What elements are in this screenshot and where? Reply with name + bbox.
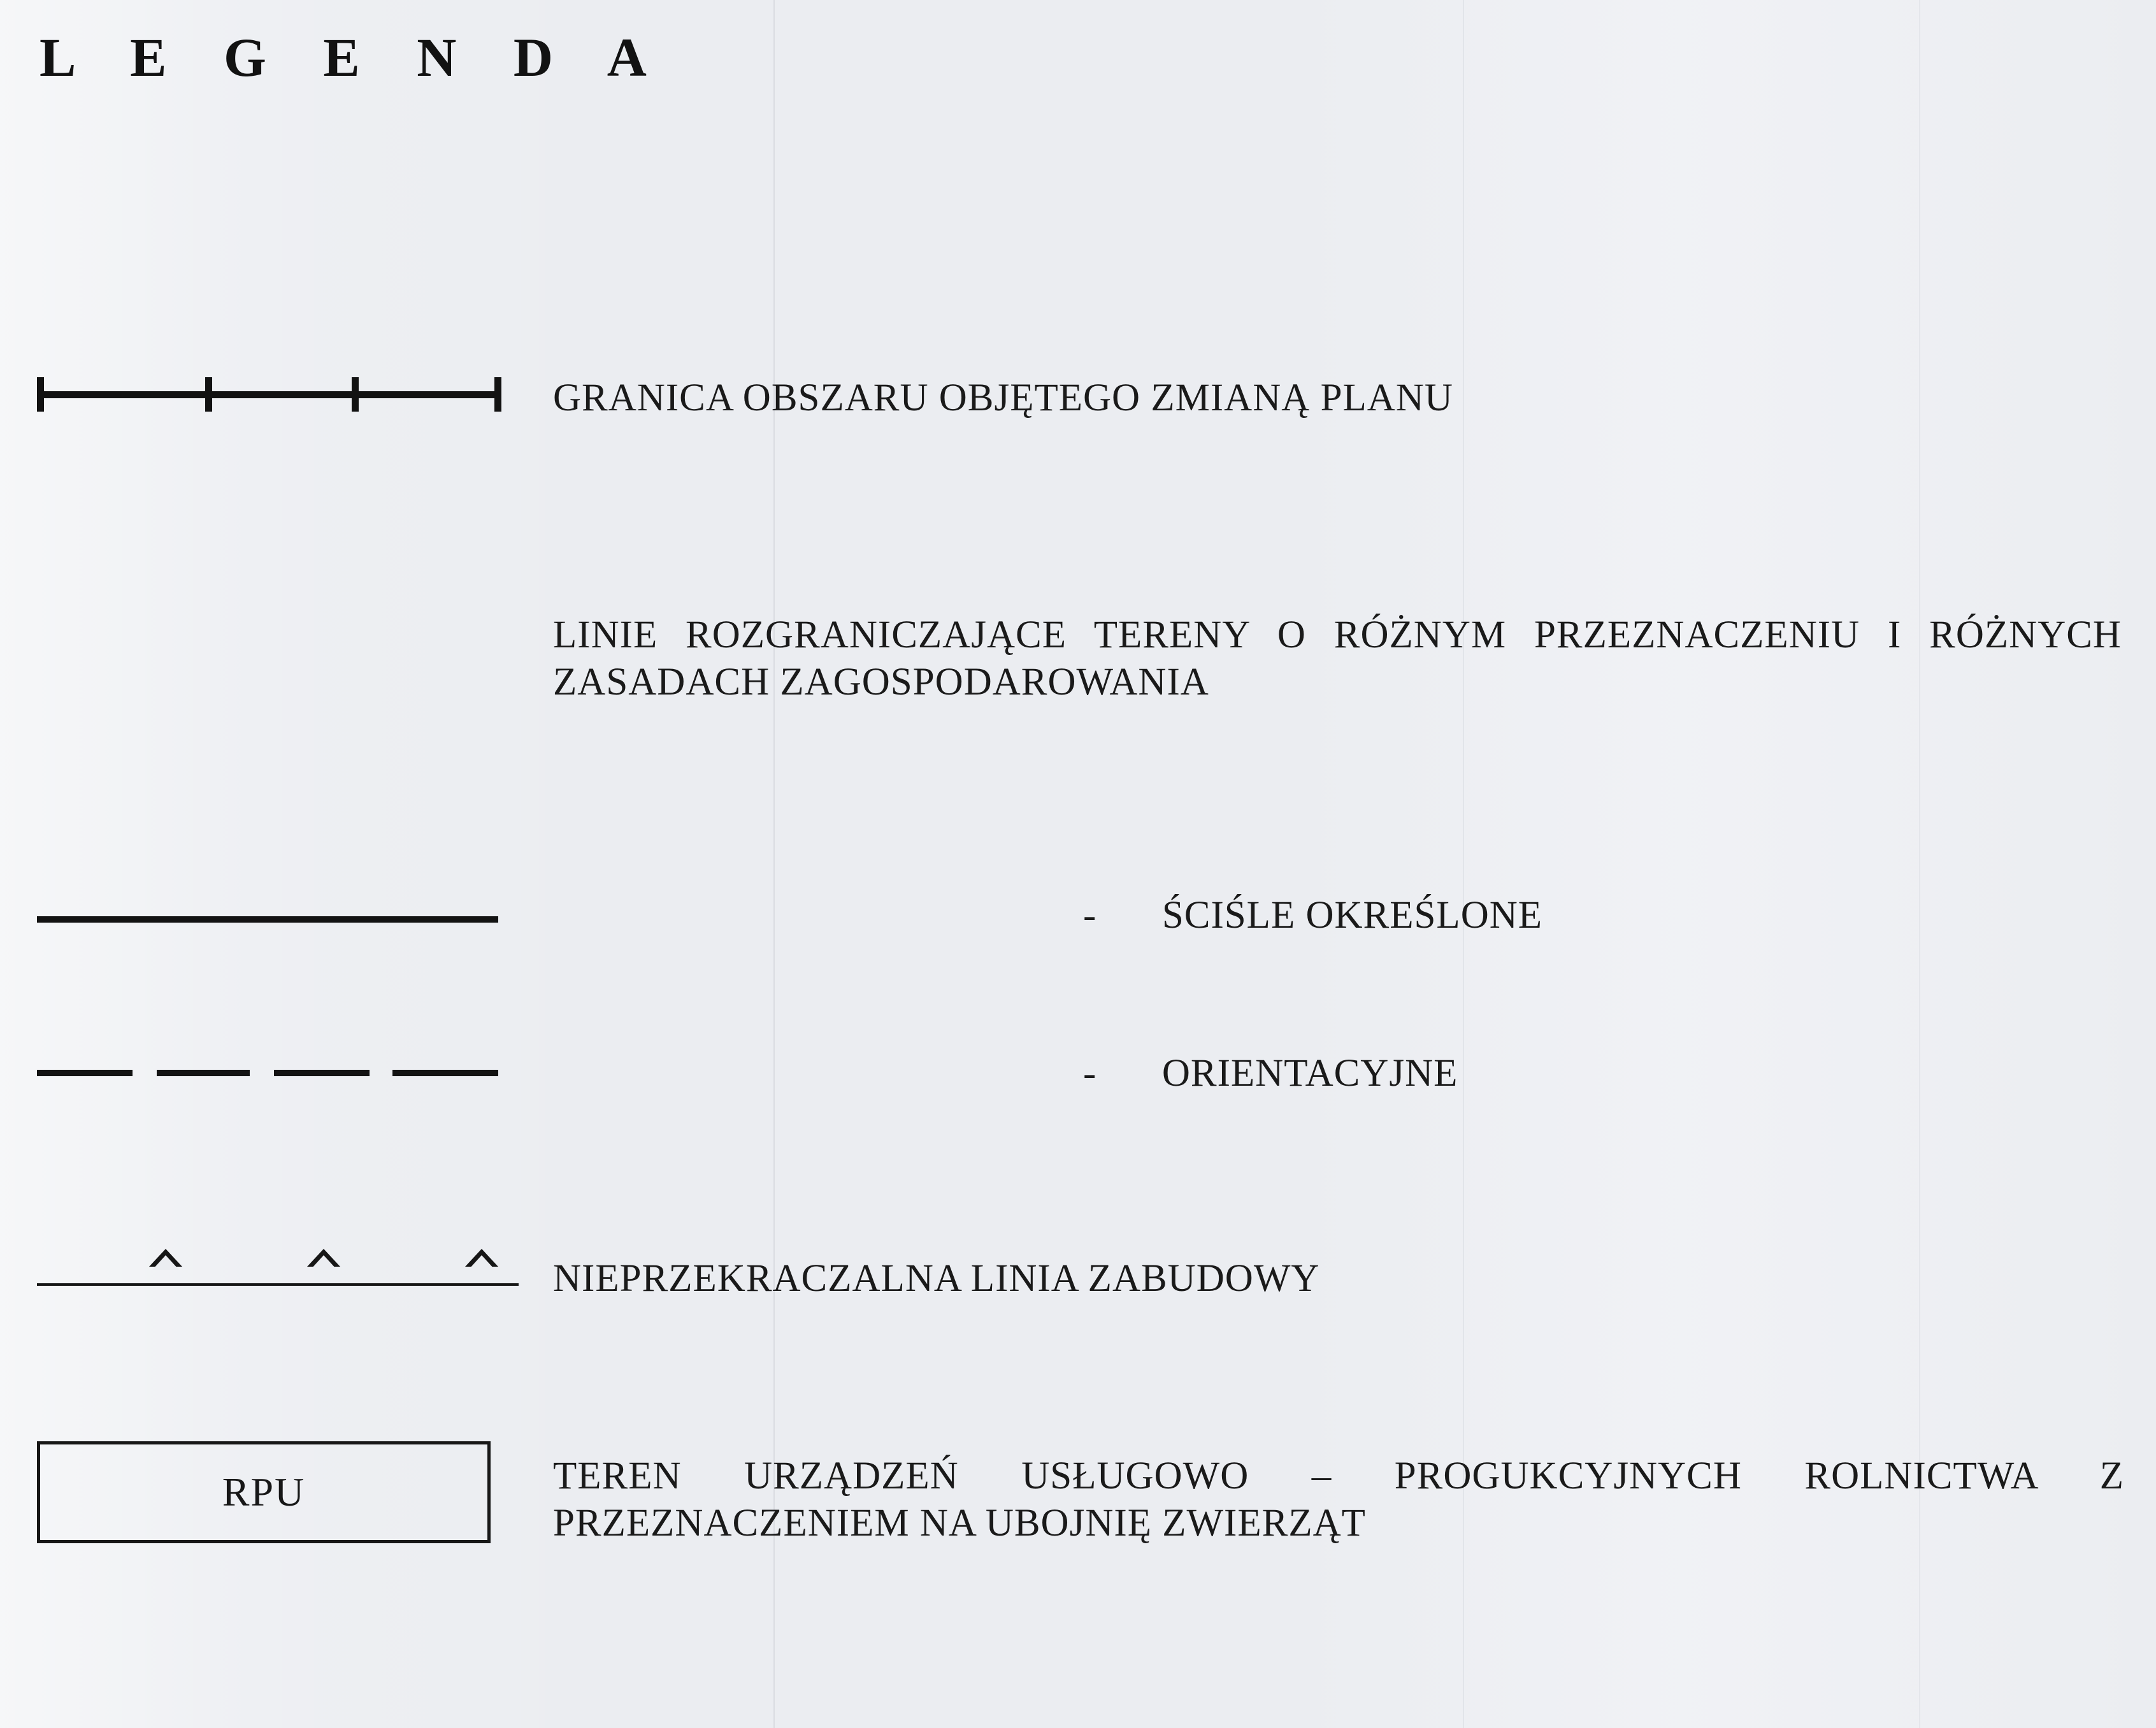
legend-label-granica: GRANICA OBSZARU OBJĘTEGO ZMIANĄ PLANU bbox=[553, 377, 1453, 419]
legend-label-linie-rozgraniczajace: LINIE ROZGRANICZAJĄCE TERENY O RÓŻNYM PRZEZNACZENIU I RÓŻNYCH ZASADACH ZAGOSPODAROWANIA bbox=[553, 614, 2122, 704]
legend-sublabel-scisle-okreslone: ŚCIŚLE OKREŚLONE bbox=[1161, 894, 1543, 937]
rpu-area-symbol bbox=[37, 1441, 491, 1543]
legend-sublabel-orientacyjne-row bbox=[1083, 1050, 2102, 1097]
legend-sublabel-dash: - bbox=[1083, 1052, 1097, 1095]
legend-label-rpu: TEREN URZĄDZEŃ USŁUGOWO – PROGUKCYJNYCH ROLNICTWA Z PRZEZNACZENIEM NA UBOJNIĘ ZWIERZĄT bbox=[553, 1455, 2124, 1545]
legend-sublabel-scisle-okreslone-row bbox=[1083, 892, 2102, 939]
solid-line-symbol bbox=[37, 912, 502, 925]
legend-sublabel-dash: - bbox=[1083, 894, 1097, 937]
legend-sublabel-orientacyjne: ORIENTACYJNE bbox=[1161, 1052, 1458, 1095]
building-line-symbol bbox=[37, 1254, 521, 1299]
dashed-line-symbol bbox=[37, 1067, 502, 1079]
boundary-line-symbol bbox=[37, 368, 483, 419]
legend-label-nieprzekraczalna-linia-zabudowy: NIEPRZEKRACZALNA LINIA ZABUDOWY bbox=[553, 1257, 1320, 1300]
rpu-code-label: RPU bbox=[222, 1469, 306, 1515]
page-title: L E G E N D A bbox=[40, 27, 668, 88]
